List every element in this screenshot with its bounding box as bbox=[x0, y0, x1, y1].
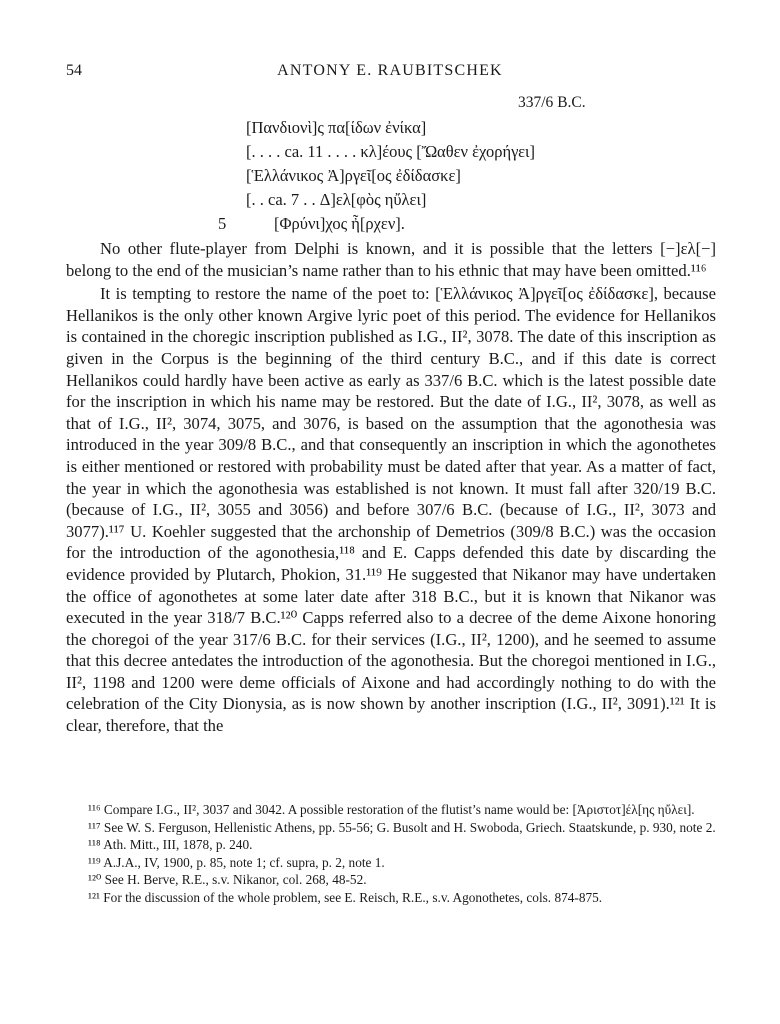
page-header bbox=[66, 62, 714, 84]
inscription-date-year: 337/6 bbox=[518, 94, 554, 111]
running-head: ANTONY E. RAUBITSCHEK bbox=[277, 62, 503, 79]
footnote-121: ¹²¹ For the discussion of the whole problem, see E. Reisch, R.E., s.v. Agonothetes, cols. 874-875. bbox=[88, 889, 603, 905]
page-number: 54 bbox=[66, 62, 82, 79]
inscription-date bbox=[518, 94, 586, 112]
footnotes bbox=[66, 801, 716, 907]
inscription-line-5-row bbox=[218, 212, 535, 236]
paragraph-1: No other flute-player from Delphi is known, and it is possible that the letters [−]ελ[−] belong to the end of the musician’s name rather than to his ethnic that may have been omitted.¹¹⁶ bbox=[66, 239, 716, 280]
paragraph-2: It is tempting to restore the name of the poet to: [Ἑλλάνικος Ἀ]ργεῖ[ος ἐδίδασκε], because Hellanikos is the only other known Argive lyric poet of this period. The evidence for Hellanikos is contained in the choregic inscription published as I.G., II², 3078. The date of this inscription as given in the Corpus is the beginning of the third century B.C., and if this date is correct Hellanikos could hardly have been active as early as 337/6 B.C. which is the latest possible date for the inscription in which his name may be restored. But the date of I.G., II², 3078, as well as that of I.G., II², 3074, 3075, and 3076, is based on the assumption that the agonothesia was introduced in the year 309/8 B.C., and that consequently an inscription in which the agonothetes is either mentioned or restored with probability must be dated after that year. As a matter of fact, the year in which the agonothesia was established is not known. It must fall after 320/19 B.C. (because of I.G., II², 3055 and 3056) and before 307/6 B.C. (because of I.G., II², 3073 and 3077).¹¹⁷ U. Koehler suggested that the archonship of Demetrios (309/8 B.C.) was the occasion for the introduction of the agonothesia,¹¹⁸ and E. Capps defended this date by discarding the evidence provided by Plutarch, Phokion, 31.¹¹⁹ He suggested that Nikanor may have undertaken the office of agonothetes at some later date after 318 B.C., but it is known that Nikanor was executed in the year 318/7 B.C.¹²⁰ Capps referred also to a decree of the deme Aixone honoring the choregoi of the year 317/6 B.C. for their services (I.G., II², 1200), and he seemed to assume that this decree antedates the introduction of the agonothesia. But the choregoi mentioned in I.G., II², 1198 and 1200 were deme officials of Aixone and had accordingly nothing to do with the celebration of the City Dionysia, as is now shown by another inscription (I.G., II², 3091).¹²¹ It is clear, therefore, that the bbox=[66, 284, 716, 736]
inscription-line-4: [. . ca. 7 . . Δ]ελ[φὸς ηὔλει] bbox=[246, 190, 427, 209]
footnote-119: ¹¹⁹ A.J.A., IV, 1900, p. 85, note 1; cf. supra, p. 2, note 1. bbox=[88, 854, 385, 870]
inscription-line-5: [Φρύνι]χος ἦ[ρχεν]. bbox=[274, 214, 405, 233]
inscription-date-era: B.C. bbox=[557, 94, 586, 111]
inscription-line-3: [Ἑλλάνικος Ἀ]ργεῖ[ος ἐδίδασκε] bbox=[246, 166, 461, 185]
inscription-line-number: 5 bbox=[218, 214, 227, 233]
body-text bbox=[66, 238, 716, 737]
footnote-118: ¹¹⁸ Ath. Mitt., III, 1878, p. 240. bbox=[88, 837, 253, 853]
footnote-117: ¹¹⁷ See W. S. Ferguson, Hellenistic Athens, pp. 55-56; G. Busolt and H. Swoboda, Griech. Staatskunde, p. 930, note 2. bbox=[88, 819, 716, 835]
inscription-line-1: [Πανδιονὶ]ς πα[ίδων ἐνίκα] bbox=[246, 118, 427, 137]
footnote-120: ¹²⁰ See H. Berve, R.E., s.v. Nikanor, col. 268, 48-52. bbox=[88, 872, 367, 888]
inscription-line-2: [. . . . ca. 11 . . . . κλ]έους [Ὤαθεν ἐχορήγει] bbox=[246, 142, 535, 161]
inscription-block bbox=[218, 116, 535, 236]
footnote-116: ¹¹⁶ Compare I.G., II², 3037 and 3042. A possible restoration of the flutist’s name would be: [Ἀριστοτ]έλ[ης ηὔλει]. bbox=[88, 802, 695, 817]
